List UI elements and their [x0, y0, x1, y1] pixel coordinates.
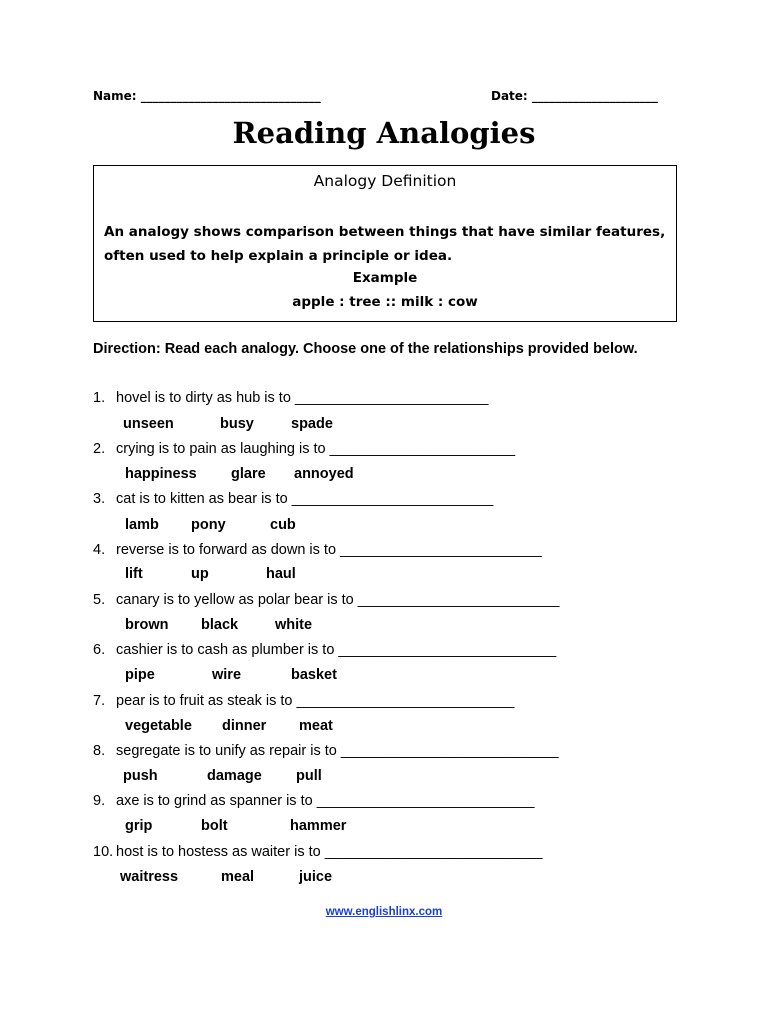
option-choice: glare: [231, 466, 266, 482]
option-choice: spade: [291, 416, 333, 432]
option-choice: wire: [212, 667, 242, 683]
option-choice: pull: [296, 768, 322, 784]
definition-heading: Analogy Definition: [313, 172, 457, 190]
option-choice: meat: [299, 718, 333, 734]
question-item: [93, 491, 493, 507]
option-choice: annoyed: [294, 466, 354, 482]
option-choice: brown: [125, 617, 169, 633]
question-number: 1.: [93, 390, 106, 406]
option-choice: hammer: [290, 818, 347, 834]
question-text: axe is to grind as spanner is to ___________________________: [116, 793, 535, 809]
example-text: apple : tree :: milk : cow: [292, 294, 478, 310]
footer-link[interactable]: www.englishlinx.com: [325, 906, 443, 918]
option-choice: up: [191, 566, 209, 582]
question-text: canary is to yellow as polar bear is to _________________________: [116, 592, 560, 608]
definition-box: [93, 165, 677, 322]
question-number: 6.: [93, 642, 106, 658]
question-item: [93, 693, 514, 709]
question-number: 9.: [93, 793, 106, 809]
question-item: [93, 592, 559, 608]
question-number: 3.: [93, 491, 106, 507]
example-label: Example: [352, 270, 418, 286]
option-choice: bolt: [201, 818, 228, 834]
option-choice: cub: [270, 517, 296, 533]
question-item: [93, 743, 559, 759]
option-choice: push: [123, 768, 158, 784]
date-field: Date: _____________________: [491, 89, 658, 103]
option-choice: pony: [191, 517, 226, 533]
option-choice: white: [275, 617, 313, 633]
question-item: [93, 793, 534, 809]
question-item: [93, 542, 542, 558]
name-field: Name: ______________________________: [93, 89, 321, 103]
question-number: 5.: [93, 592, 106, 608]
question-text: reverse is to forward as down is to _________________________: [116, 542, 542, 558]
question-text: host is to hostess as waiter is to ___________________________: [116, 844, 543, 860]
option-choice: basket: [291, 667, 337, 683]
question-item: [93, 441, 515, 457]
option-choice: waitress: [120, 869, 179, 885]
option-choice: lamb: [125, 517, 159, 533]
question-number: 8.: [93, 743, 106, 759]
question-text: segregate is to unify as repair is to ___________________________: [116, 743, 559, 759]
question-text: crying is to pain as laughing is to _______________________: [116, 441, 516, 457]
question-number: 4.: [93, 542, 106, 558]
option-choice: dinner: [222, 718, 267, 734]
option-choice: unseen: [123, 416, 174, 432]
option-choice: haul: [266, 566, 296, 582]
option-choice: happiness: [125, 466, 197, 482]
option-choice: grip: [125, 818, 153, 834]
question-item: [93, 844, 542, 860]
option-choice: black: [201, 617, 239, 633]
question-text: hovel is to dirty as hub is to ________________________: [116, 390, 489, 406]
question-text: pear is to fruit as steak is to ___________________________: [116, 693, 515, 709]
option-choice: damage: [207, 768, 262, 784]
question-number: 2.: [93, 441, 106, 457]
question-number: 10.: [93, 844, 114, 860]
option-choice: pipe: [125, 667, 155, 683]
page-title: Reading Analogies: [232, 116, 536, 150]
definition-text: An analogy shows comparison between things that have similar features, often used to help explain a principle or idea.: [104, 224, 666, 264]
option-choice: lift: [125, 566, 143, 582]
question-text: cashier is to cash as plumber is to ___________________________: [116, 642, 557, 658]
question-item: [93, 390, 488, 406]
option-choice: busy: [220, 416, 254, 432]
option-choice: vegetable: [125, 718, 192, 734]
question-text: cat is to kitten as bear is to _________________________: [116, 491, 494, 507]
question-number: 7.: [93, 693, 106, 709]
option-choice: meal: [221, 869, 255, 885]
question-item: [93, 642, 556, 658]
option-choice: juice: [299, 869, 333, 885]
directions-text: Direction: Read each analogy. Choose one of the relationships provided below.: [93, 341, 638, 357]
